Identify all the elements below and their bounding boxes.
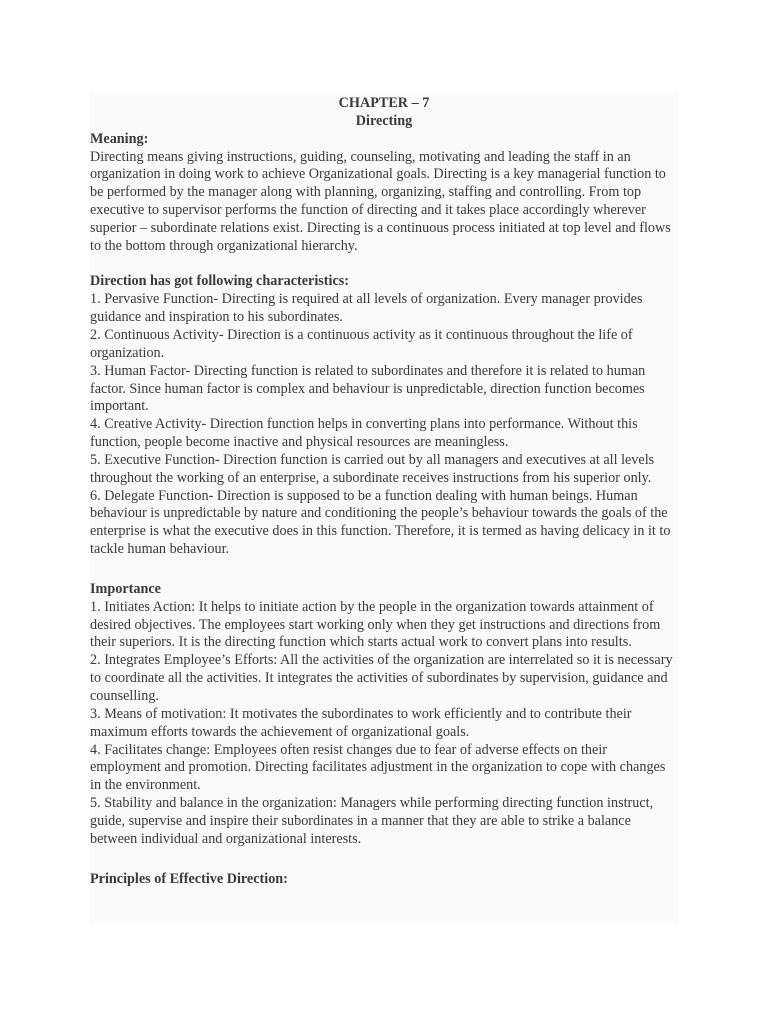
- characteristic-item: 6. Delegate Function- Direction is supposed to be a function dealing with human beings. Human behaviour is unpredictable by nature and conditioning the people’s behaviour towards the goals of the enterprise is what the executive does in this function. Therefore, it is termed as having delicacy in it to tackle human behaviour.: [90, 487, 671, 558]
- spacer: [90, 256, 678, 274]
- principles-heading: Principles of Effective Direction:: [90, 870, 288, 887]
- chapter-number: CHAPTER – 7: [338, 95, 430, 111]
- document-content: [90, 92, 678, 888]
- characteristic-item: 1. Pervasive Function- Directing is required at all levels of organization. Every manager provides guidance and inspiration to his subordinates.: [90, 291, 643, 326]
- importance-item: 4. Facilitates change: Employees often resist changes due to fear of adverse effects on their employment and promotion. Directing facilitates adjustment in the organization to cope with changes in the environment.: [90, 741, 666, 794]
- meaning-paragraph: Directing means giving instructions, guiding, counseling, motivating and leading the staff in an organization in doing work to achieve Organizational goals. Directing is a key managerial function to be performed by the manager along with planning, organizing, staffing and controlling. From top executive to supervisor performs the function of directing and it takes place accordingly wherever superior – subordinate relations exist. Directing is a continuous process initiated at top level and flows to the bottom through organizational hierarchy.: [90, 148, 671, 254]
- spacer: [90, 559, 678, 581]
- document-page: [90, 92, 678, 924]
- importance-item: 3. Means of motivation: It motivates the subordinates to work efficiently and to contribute their maximum efforts towards the achievement of organizational goals.: [90, 705, 632, 740]
- importance-heading: Importance: [90, 580, 161, 597]
- characteristic-item: 4. Creative Activity- Direction function helps in converting plans into performance. Without this function, people become inactive and physical resources are meaningless.: [90, 416, 638, 451]
- characteristic-item: 5. Executive Function- Direction function is carried out by all managers and executives at all levels throughout the working of an enterprise, a subordinate receives instructions from his superior only.: [90, 451, 655, 486]
- characteristics-heading: Direction has got following characteristics:: [90, 273, 350, 290]
- importance-item: 1. Initiates Action: It helps to initiate action by the people in the organization towards attainment of desired objectives. The employees start working only when they get instructions and directions from their superiors. It is the directing function which starts actual work to convert plans into results.: [90, 598, 661, 651]
- spacer: [90, 849, 678, 871]
- characteristic-item: 3. Human Factor- Directing function is related to subordinates and therefore it is related to human factor. Since human factor is complex and behaviour is unpredictable, direction function becomes important.: [90, 362, 646, 415]
- meaning-heading: Meaning:: [90, 130, 149, 147]
- importance-item: 2. Integrates Employee’s Efforts: All the activities of the organization are interrelated so it is necessary to coordinate all the activities. It integrates the activities of subordinates by supervision, guidance and counselling.: [90, 652, 673, 704]
- characteristic-item: 2. Continuous Activity- Direction is a continuous activity as it continuous throughout the life of organization.: [90, 326, 633, 361]
- chapter-title: Directing: [355, 112, 413, 129]
- importance-item: 5. Stability and balance in the organization: Managers while performing directing function instruct, guide, supervise and inspire their subordinates in a manner that they are able to strike a balance between individual and organizational interests.: [90, 795, 654, 847]
